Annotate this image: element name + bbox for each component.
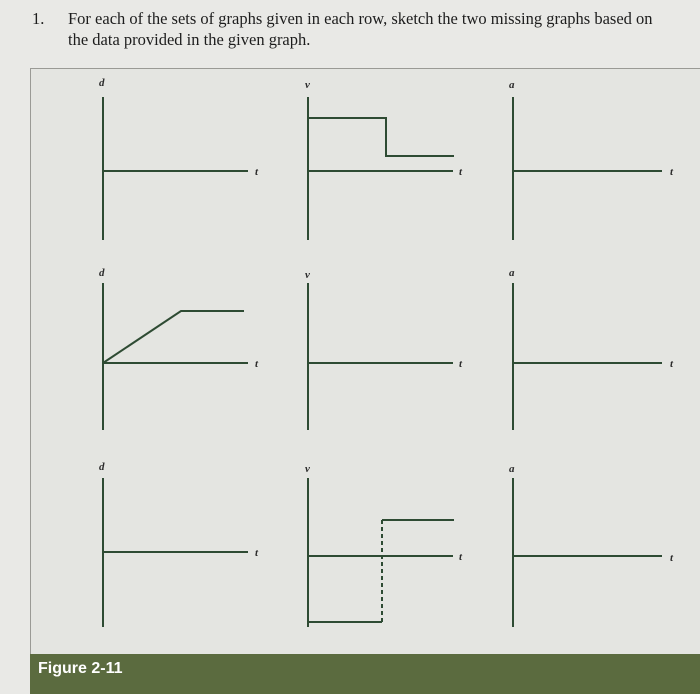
row2-a-graph xyxy=(513,283,662,430)
row3-v-graph xyxy=(308,478,454,627)
figure-caption-bar xyxy=(30,654,700,694)
row1-v-time-label: t xyxy=(459,166,463,178)
row3-a-graph xyxy=(513,478,662,627)
row1-a-label: a xyxy=(509,79,515,91)
row1-a-time-label: t xyxy=(670,166,674,178)
row1-d-label: d xyxy=(99,77,105,89)
row3-a-label: a xyxy=(509,463,515,475)
figure-caption: Figure 2-11 xyxy=(38,660,123,677)
row3-d-time-label: t xyxy=(255,547,259,559)
row2-d-time-label: t xyxy=(255,358,259,370)
question-number: 1. xyxy=(32,9,45,28)
row2-d-graph xyxy=(103,283,248,430)
row3-a-time-label: t xyxy=(670,552,674,564)
row2-v-graph xyxy=(308,283,453,430)
row3-v-time-label: t xyxy=(459,551,463,563)
row1-v-graph xyxy=(308,97,454,240)
row1-v-label: v xyxy=(305,79,310,91)
row2-a-time-label: t xyxy=(670,358,674,370)
row1-a-graph xyxy=(513,97,662,240)
row2-d-label: d xyxy=(99,267,105,279)
row2-v-label: v xyxy=(305,269,310,281)
row1-v-curve xyxy=(308,118,454,156)
row2-v-time-label: t xyxy=(459,358,463,370)
row1-d-graph xyxy=(103,97,248,240)
row3-d-graph xyxy=(103,478,248,627)
row1-d-time-label: t xyxy=(255,166,259,178)
row2-d-curve xyxy=(103,311,244,363)
row3-v-label: v xyxy=(305,463,310,475)
question-text: For each of the sets of graphs given in each row, sketch the two missing graphs based on the data provided in the given graph. xyxy=(68,9,653,49)
row2-a-label: a xyxy=(509,267,515,279)
row3-d-label: d xyxy=(99,461,105,473)
